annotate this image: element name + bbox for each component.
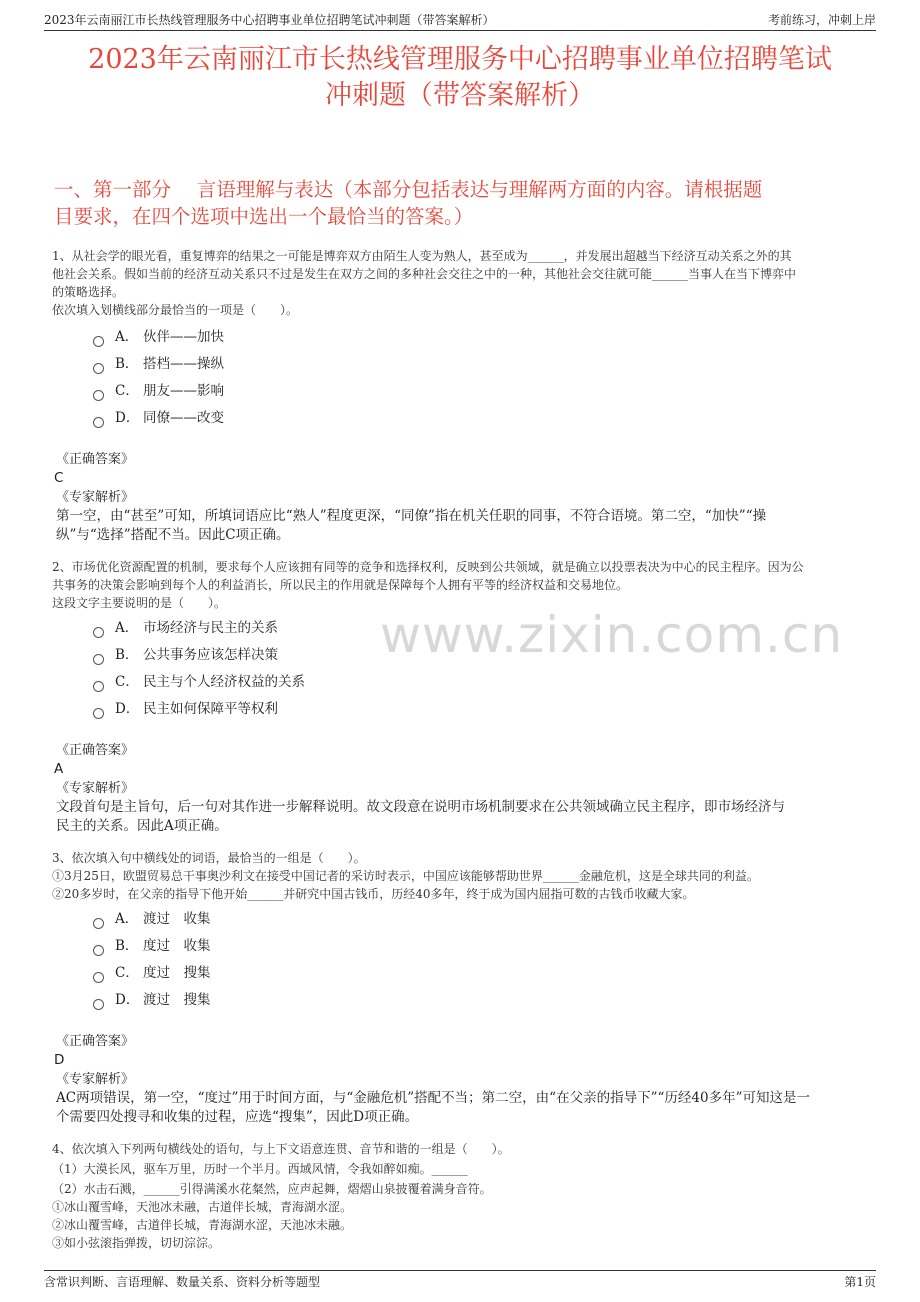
question-2-answer: A [54,761,64,777]
radio-icon[interactable] [93,417,104,428]
stem-line: （1）大漠长风，驱车万里，历时一个半月。西域风情，令我如醉如痴。______ [52,1162,468,1176]
question-2-option-b[interactable]: B． 公共事务应该怎样决策 [93,646,278,664]
question-1-option-c[interactable]: C． 朋友——影响 [93,382,224,400]
question-3-answer: D [54,1052,65,1068]
question-2-option-a[interactable]: A． 市场经济与民主的关系 [93,619,278,637]
radio-icon[interactable] [93,999,104,1010]
question-3-option-d[interactable]: D． 渡过 搜集 [93,991,211,1009]
analysis-label: 《专家解析》 [56,1072,135,1087]
stem-line: ①冰山覆雪峰，天池冰未融，古道伴长城，青海湖水涩。 [52,1200,353,1214]
question-3-option-c[interactable]: C． 度过 搜集 [93,964,211,982]
title-line-1: 2023年云南丽江市长热线管理服务中心招聘事业单位招聘笔试 [88,44,832,75]
section-line-2: 目要求，在四个选项中选出一个最恰当的答案。） [54,205,474,228]
radio-icon[interactable] [93,363,104,374]
question-2-stem [52,558,870,612]
answer-label: 《正确答案》 [56,743,135,758]
title-line-2: 冲刺题（带答案解析） [325,80,595,111]
radio-icon[interactable] [93,918,104,929]
explanation-line: 民主的关系。因此A项正确。 [56,818,228,834]
explanation-line: 个需要四处搜寻和收集的过程，应选“搜集”，因此D项正确。 [56,1109,419,1125]
answer-label: 《正确答案》 [56,1034,135,1049]
radio-icon[interactable] [93,972,104,983]
explanation-line: AC两项错误，第一空，“度过”用于时间方面，与“金融危机”搭配不当；第二空，由“在父亲的指导下”“历经40多年”可知这是一 [56,1090,810,1106]
footer-note: 含常识判断、言语理解、数量关系、资料分析等题型 [44,1275,321,1289]
page-header [44,10,876,31]
stem-line: 他社会关系。假如当前的经济互动关系只不过是发生在双方之间的多种社会交往之中的一种，其他社会交往就可能______当事人在当下博弈中 [52,267,797,281]
document-title [44,42,876,114]
stem-line: （2）水击石溅，______引得满溪水花粲然，应声起舞，熠熠山泉披覆着满身音符。 [52,1182,492,1196]
answer-label: 《正确答案》 [56,452,135,467]
radio-icon[interactable] [93,390,104,401]
question-4-stem [52,1140,870,1252]
header-doc-title: 2023年云南丽江市长热线管理服务中心招聘事业单位招聘笔试冲刺题（带答案解析） [44,13,495,27]
radio-icon[interactable] [93,336,104,347]
question-3-stem [52,849,870,903]
question-2-explanation [56,798,866,836]
question-3-option-a[interactable]: A． 渡过 收集 [93,910,211,928]
stem-line: 共事务的决策会影响到每个人的利益消长，所以民主的作用就是保障每个人拥有平等的经济权益和交易地位。 [52,578,629,592]
radio-icon[interactable] [93,681,104,692]
explanation-line: 第一空，由“甚至”可知，所填词语应比“熟人”程度更深，“同僚”指在机关任职的同事，不符合语境。第二空，“加快”“操 [56,508,767,524]
question-1-stem [52,247,870,319]
analysis-label: 《专家解析》 [56,490,135,505]
stem-line: 这段文字主要说明的是（ ）。 [52,596,227,610]
radio-icon[interactable] [93,627,104,638]
question-1-option-a[interactable]: A． 伙伴——加快 [93,328,224,346]
stem-line: ②冰山覆雪峰，古道伴长城，青海湖水涩，天池冰未融。 [52,1218,353,1232]
section-heading [54,176,866,230]
question-2-option-d[interactable]: D． 民主如何保障平等权利 [93,700,278,718]
question-1-option-d[interactable]: D． 同僚——改变 [93,409,224,427]
stem-line: ②20多岁时，在父亲的指导下他开始______并研究中国古钱币，历经40多年，终于成为国内屈指可数的古钱币收藏大家。 [52,887,695,901]
radio-icon[interactable] [93,708,104,719]
question-2-option-c[interactable]: C． 民主与个人经济权益的关系 [93,673,305,691]
page-number: 第1页 [844,1275,876,1289]
section-line-1: 一、第一部分 言语理解与表达（本部分包括表达与理解两方面的内容。请根据题 [54,178,763,201]
stem-line: ①3月25日，欧盟贸易总干事奥沙利文在接受中国记者的采访时表示，中国应该能够帮助世界______金融危机，这是全球共同的利益。 [52,869,759,883]
question-1-answer: C [54,470,64,486]
watermark: www.zixin.com.cn [380,606,844,664]
question-1-explanation [56,507,866,545]
question-3-option-b[interactable]: B． 度过 收集 [93,937,211,955]
stem-line: 3、依次填入句中横线处的词语，最恰当的一组是（ ）。 [52,851,366,865]
question-1-option-b[interactable]: B． 搭档——操纵 [93,355,224,373]
stem-line: 的策略选择。 [52,285,125,299]
explanation-line: 文段首句是主旨句，后一句对其作进一步解释说明。故文段意在说明市场机制要求在公共领域确立民主程序，即市场经济与 [56,799,785,815]
page-footer [44,1270,876,1291]
header-slogan: 考前练习，冲刺上岸 [767,13,876,27]
stem-line: 依次填入划横线部分最恰当的一项是（ ）。 [52,303,299,317]
explanation-line: 纵”与“选择”搭配不当。因此C项正确。 [56,527,290,543]
stem-line: 1、从社会学的眼光看，重复博弈的结果之一可能是博弈双方由陌生人变为熟人，甚至成为______，并发展出超越当下经济互动关系之外的其 [52,249,792,263]
radio-icon[interactable] [93,945,104,956]
stem-line: 2、市场优化资源配置的机制，要求每个人应该拥有同等的竞争和选择权利，反映到公共领域，就是确立以投票表决为中心的民主程序。因为公 [52,560,804,574]
analysis-label: 《专家解析》 [56,781,135,796]
radio-icon[interactable] [93,654,104,665]
stem-line: ③如小弦滚指弹拨，切切淙淙。 [52,1236,221,1250]
question-3-explanation [56,1089,866,1127]
stem-line: 4、依次填入下列两句横线处的语句，与上下文语意连贯、音节和谐的一组是（ ）。 [52,1142,510,1156]
